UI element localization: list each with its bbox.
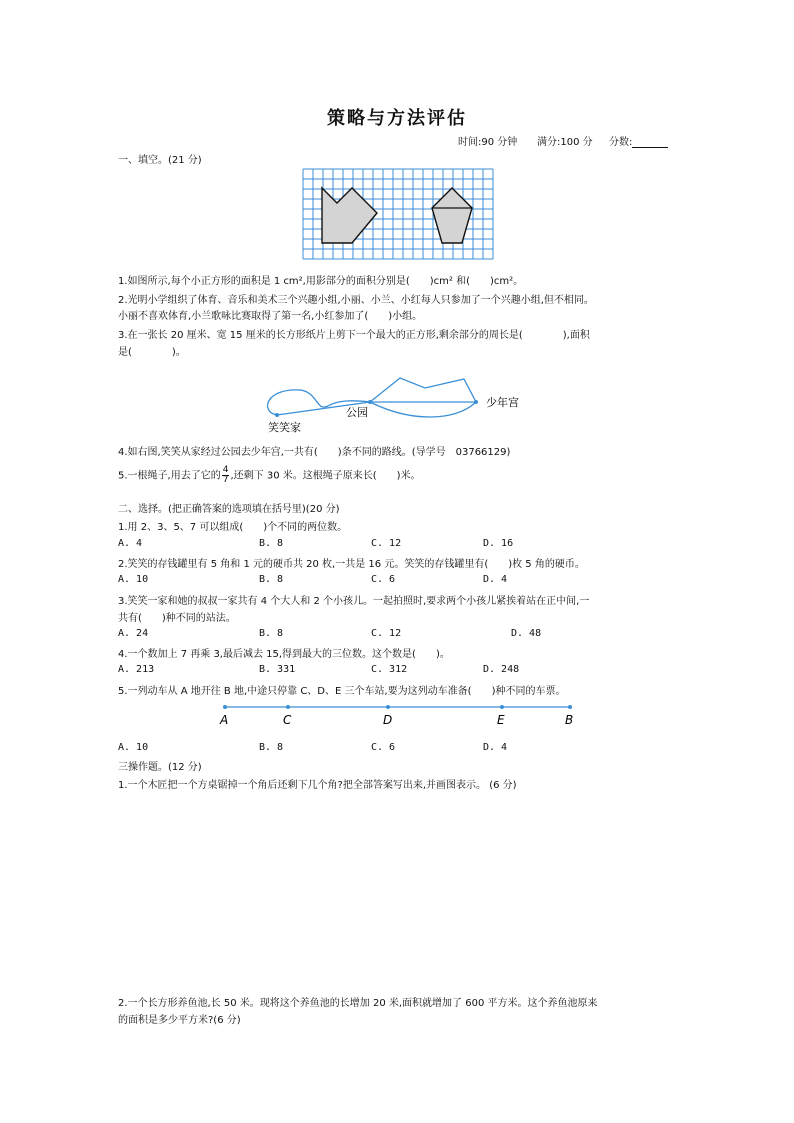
s2-q1: 1.用 2、3、5、7 可以组成( )个不同的两位数。 xyxy=(118,522,348,533)
s2-q4-opt-a[interactable]: A. 213 xyxy=(118,664,155,675)
palace-point xyxy=(474,400,478,404)
route-lower-arc xyxy=(370,402,476,417)
station-c-label: C xyxy=(283,713,292,727)
station-d-point xyxy=(386,705,390,709)
s1-q5-pre: 5.一根绳子,用去了它的 xyxy=(118,470,221,482)
s2-q3-opt-c[interactable]: C. 12 xyxy=(371,628,402,639)
s2-q5-opt-a[interactable]: A. 10 xyxy=(118,742,149,753)
s3-q2b: 的面积是多少平方米?(6 分) xyxy=(118,1015,241,1026)
s1-q4: 4.如右图,笑笑从家经过公园去少年宫,一共有( )条不同的路线。(导学号 03766129) xyxy=(118,447,511,458)
s1-q3b: 是( )。 xyxy=(118,347,186,358)
station-a-point xyxy=(223,705,227,709)
station-e-point xyxy=(500,705,504,709)
s2-q5-opt-b[interactable]: B. 8 xyxy=(259,742,284,753)
fraction-numerator: 4 xyxy=(222,465,229,475)
s2-q5: 5.一列动车从 A 地开往 B 地,中途只停靠 C、D、E 三个车站,要为这列动车准备( )种不同的车票。 xyxy=(118,686,566,697)
station-a-label: A xyxy=(220,713,229,727)
section1-heading: 一、填空。(21 分) xyxy=(118,155,202,166)
s2-q5-opt-c[interactable]: C. 6 xyxy=(371,742,396,753)
home-label: 笑笑家 xyxy=(268,421,301,434)
s2-q2-opt-a[interactable]: A. 10 xyxy=(118,574,149,585)
s1-q5-post: ,还剩下 30 米。这根绳子原来长( )米。 xyxy=(230,470,421,482)
park-point xyxy=(368,400,372,404)
s1-q3a: 3.在一张长 20 厘米、宽 15 厘米的长方形纸片上剪下一个最大的正方形,剩余部分的周长是( ),面积 xyxy=(118,330,590,341)
fraction xyxy=(222,466,230,485)
section2-heading: 二、选择。(把正确答案的选项填在括号里)(20 分) xyxy=(118,504,340,515)
station-b-point xyxy=(568,705,572,709)
s2-q1-opt-d[interactable]: D. 16 xyxy=(483,538,514,549)
station-b-label: B xyxy=(565,713,574,727)
s2-q3-opt-d[interactable]: D. 48 xyxy=(511,628,542,639)
fraction-denominator: 7 xyxy=(222,475,229,485)
s2-q3a: 3.笑笑一家和她的叔叔一家共有 4 个大人和 2 个小孩儿。一起拍照时,要求两个小孩儿紧挨着站在正中间,一 xyxy=(118,596,590,607)
s2-q2-opt-d[interactable]: D. 4 xyxy=(483,574,508,585)
page-title: 策略与方法评估 xyxy=(327,108,467,129)
meta-full: 满分:100 分 xyxy=(537,137,593,148)
s3-q1-answer-area[interactable] xyxy=(118,795,678,985)
s2-q1-opt-c[interactable]: C. 12 xyxy=(371,538,402,549)
s3-q2a: 2.一个长方形养鱼池,长 50 米。现将这个养鱼池的长增加 20 米,面积就增加了 600 平方米。这个养鱼池原来 xyxy=(118,998,598,1009)
park-label: 公园 xyxy=(346,406,368,419)
route-map xyxy=(260,372,540,434)
station-c-point xyxy=(286,705,290,709)
s2-q4-opt-d[interactable]: D. 248 xyxy=(483,664,520,675)
s2-q3-opt-a[interactable]: A. 24 xyxy=(118,628,149,639)
station-d-label: D xyxy=(383,713,393,727)
s2-q1-opt-a[interactable]: A. 4 xyxy=(118,538,143,549)
meta-score xyxy=(609,133,668,148)
s1-q5 xyxy=(118,466,421,485)
shape-left xyxy=(322,188,377,243)
s2-q2-opt-c[interactable]: C. 6 xyxy=(371,574,396,585)
grid-figure xyxy=(302,168,494,264)
s1-q2b: 小丽不喜欢体育,小兰歌咏比赛取得了第一名,小红参加了( )小组。 xyxy=(118,311,423,322)
s2-q5-opt-d[interactable]: D. 4 xyxy=(483,742,508,753)
meta-time: 时间:90 分钟 xyxy=(458,137,518,148)
s3-q2-answer-area[interactable] xyxy=(118,1030,678,1110)
station-e-label: E xyxy=(497,713,505,727)
s2-q4-opt-c[interactable]: C. 312 xyxy=(371,664,408,675)
s3-q1: 1.一个木匠把一个方桌锯掉一个角后还剩下几个角?把全部答案写出来,并画图表示。 (6 分) xyxy=(118,780,517,791)
s2-q4-opt-b[interactable]: B. 331 xyxy=(259,664,296,675)
palace-label: 少年宫 xyxy=(486,396,519,409)
s2-q1-opt-b[interactable]: B. 8 xyxy=(259,538,284,549)
score-blank[interactable] xyxy=(632,137,668,148)
s1-q2a: 2.光明小学组织了体育、音乐和美术三个兴趣小组,小丽、小兰、小红每人只参加了一个兴趣小组,但不相同。 xyxy=(118,295,594,306)
s2-q3-opt-b[interactable]: B. 8 xyxy=(259,628,284,639)
section3-heading: 三操作题。(12 分) xyxy=(118,762,202,773)
s1-q1: 1.如图所示,每个小正方形的面积是 1 cm²,用影部分的面积分别是( )cm² 和( )cm²。 xyxy=(118,276,524,287)
home-point xyxy=(275,413,279,417)
meta-score-label: 分数: xyxy=(609,137,633,148)
s2-q2-opt-b[interactable]: B. 8 xyxy=(259,574,284,585)
shape-right xyxy=(432,188,472,243)
s2-q4: 4.一个数加上 7 再乘 3,最后减去 15,得到最大的三位数。这个数是( )。 xyxy=(118,649,450,660)
route-upper-zigzag xyxy=(370,378,476,402)
station-line xyxy=(215,700,585,730)
s2-q2: 2.笑笑的存钱罐里有 5 角和 1 元的硬币共 20 枚,一共是 16 元。笑笑的存钱罐里有( )枚 5 角的硬币。 xyxy=(118,559,585,570)
s2-q3b: 共有( )种不同的站法。 xyxy=(118,613,236,624)
